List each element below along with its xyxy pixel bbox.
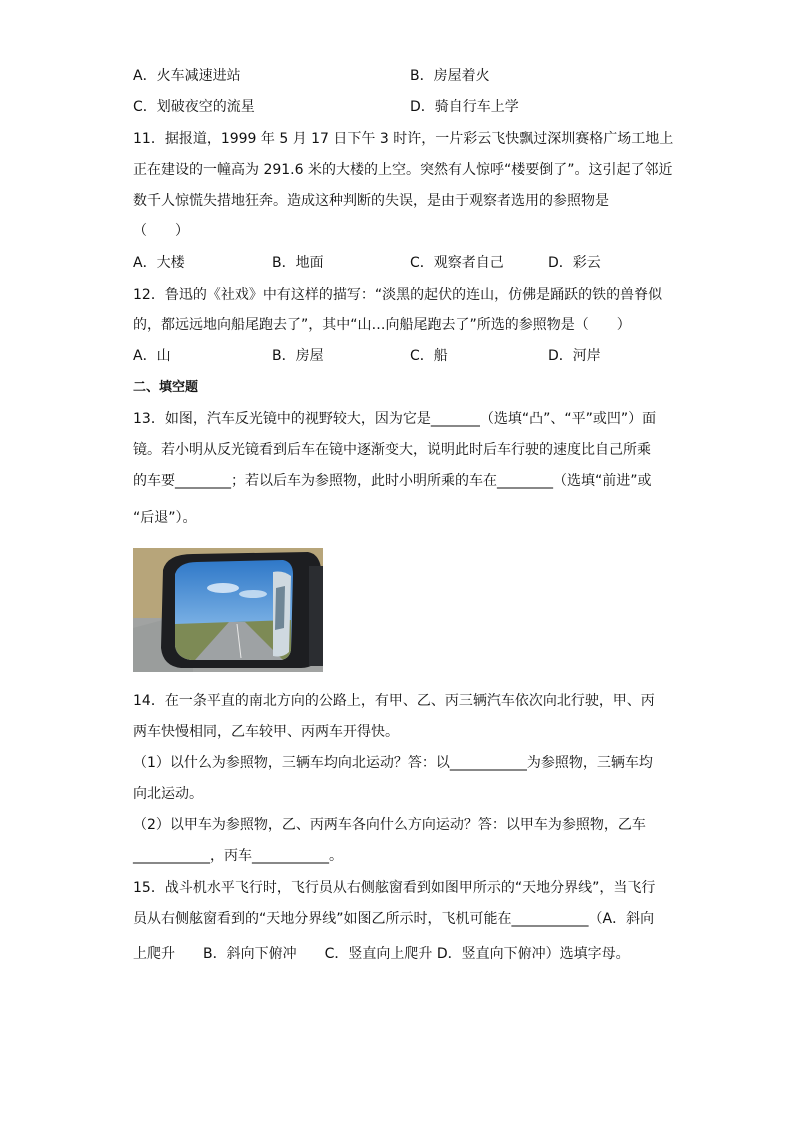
q11-option-a: [133, 253, 185, 273]
q11-line-4: （ ）: [133, 223, 189, 239]
option-text: 房屋着火: [433, 68, 490, 84]
option-text: 火车减速进站: [156, 68, 241, 84]
q13-line-1: 13．如图，汽车反光镜中的视野较大，因为它是_______（选填“凸”、“平”或凹”）面: [133, 411, 657, 427]
q12-option-a: [133, 346, 171, 366]
side-mirror-photo: [133, 548, 323, 672]
q14-part1-line-2: 向北运动。: [133, 786, 203, 802]
q13-line-3: 的车要________；若以后车为参照物，此时小明所乘的车在________（选填“前进”或: [133, 473, 652, 489]
q11-option-d: [548, 253, 601, 273]
q10-option-d: [410, 97, 519, 117]
q15-line-2: 员从右侧舷窗看到的“天地分界线”如图乙所示时，飞机可能在___________（A．斜向: [133, 911, 655, 927]
q11-option-b: [272, 253, 324, 273]
option-letter: B．: [410, 68, 434, 84]
option-letter: A．: [133, 255, 157, 271]
option-text: 大楼: [156, 255, 185, 271]
q11-option-c: [410, 253, 504, 273]
option-letter: A．: [133, 68, 157, 84]
q12-option-c: [410, 346, 448, 366]
option-letter: C．: [410, 348, 434, 364]
option-text: 山: [156, 348, 171, 364]
option-text: 河岸: [572, 348, 601, 364]
q14-part2-line-2: ___________，丙车___________。: [133, 848, 343, 864]
q12-line-1: 12．鲁迅的《社戏》中有这样的描写：“淡黑的起伏的连山，仿佛是踊跃的铁的兽脊似: [133, 287, 663, 303]
option-text: 彩云: [572, 255, 601, 271]
q12-option-b: [272, 346, 324, 366]
q14-line-2: 两车快慢相同，乙车较甲、丙两车开得快。: [133, 724, 399, 740]
option-text: 骑自行车上学: [434, 99, 519, 115]
q13-line-2: 镜。若小明从反光镜看到后车在镜中逐渐变大，说明此时后车行驶的速度比自己所乘: [133, 442, 651, 458]
option-letter: D．: [410, 99, 435, 115]
option-text: 地面: [295, 255, 324, 271]
option-text: 船: [433, 348, 448, 364]
q14-line-1: 14．在一条平直的南北方向的公路上，有甲、乙、丙三辆汽车依次向北行驶，甲、丙: [133, 693, 655, 709]
q12-option-d: [548, 346, 601, 366]
q13-line-4: “后退”）。: [133, 510, 197, 526]
option-letter: D．: [548, 348, 573, 364]
q11-line-3: 数千人惊慌失措地狂奔。造成这种判断的失误，是由于观察者选用的参照物是: [133, 193, 609, 209]
option-letter: B．: [272, 255, 296, 271]
q11-line-2: 正在建设的一幢高为 291.6 米的大楼的上空。突然有人惊呼“楼要倒了”。这引起了邻近: [133, 162, 673, 178]
option-text: 划破夜空的流星: [156, 99, 255, 115]
q14-part1-line-1: （1）以什么为参照物，三辆车均向北运动？答：以___________为参照物，三辆车均: [133, 755, 653, 771]
q15-line-3: 上爬升 B．斜向下俯冲 C．竖直向上爬升 D．竖直向下俯冲）选填字母。: [133, 946, 630, 962]
q14-part2-line-1: （2）以甲车为参照物，乙、丙两车各向什么方向运动？答：以甲车为参照物，乙车: [133, 817, 646, 833]
q15-line-1: 15．战斗机水平飞行时，飞行员从右侧舷窗看到如图甲所示的“天地分界线”，当飞行: [133, 880, 656, 896]
q10-option-c: [133, 97, 255, 117]
q10-option-a: [133, 66, 241, 86]
option-letter: C．: [133, 99, 157, 115]
q11-line-1: 11．据报道，1999 年 5 月 17 日下午 3 时许，一片彩云飞快飘过深圳赛格广场工地上: [133, 131, 674, 147]
option-letter: B．: [272, 348, 296, 364]
section-heading: 二、填空题: [133, 380, 199, 395]
option-text: 房屋: [295, 348, 324, 364]
option-text: 观察者自己: [433, 255, 504, 271]
q12-line-2: 的，都远远地向船尾跑去了”，其中“山…向船尾跑去了”所选的参照物是（ ）: [133, 317, 631, 333]
option-letter: D．: [548, 255, 573, 271]
option-letter: A．: [133, 348, 157, 364]
option-letter: C．: [410, 255, 434, 271]
q10-option-b: [410, 66, 490, 86]
